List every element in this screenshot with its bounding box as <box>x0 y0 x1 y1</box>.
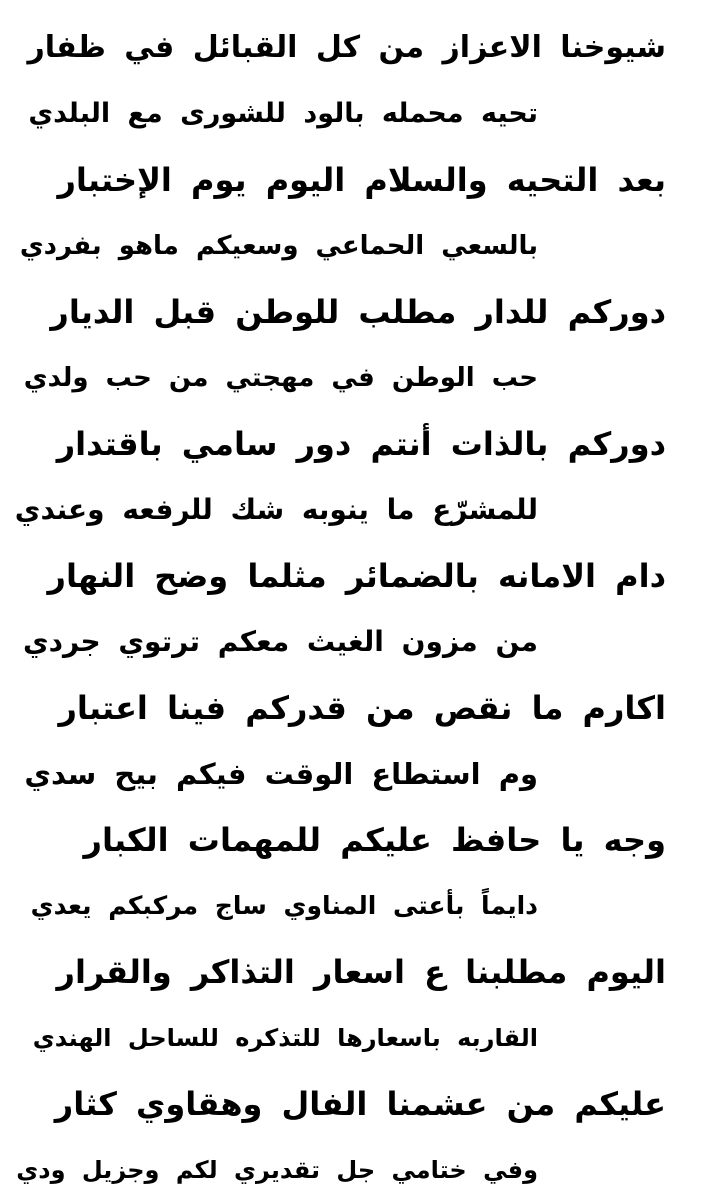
poem-line-9: دام الامانه بالضمائر مثلما وضح النهار <box>47 557 666 595</box>
poem-line-16: القاربه باسعارها للتذكره للساحل الهندي <box>32 1024 538 1052</box>
poem-line-18: وفي ختامي جل تقديري لكم وجزيل ودي <box>16 1156 538 1184</box>
poem-line-8: للمشرّع ما ينوبه شك للرفعه وعندي <box>14 493 538 526</box>
poem-line-15: اليوم مطلبنا ع اسعار التذاكر والقرار <box>56 953 666 991</box>
poem-line-17: عليكم من عشمنا الفال وهقاوي كثار <box>54 1085 666 1123</box>
poem-line-1: شيوخنا الاعزاز من كل القبائل في ظفار <box>27 30 666 65</box>
poem-line-14: دايماً بأعتى المناوي ساج مركبكم يعدي <box>30 891 538 920</box>
poem-line-6: حب الوطن في مهجتي من حب ولدي <box>23 363 538 393</box>
poem-line-3: بعد التحيه والسلام اليوم يوم الإختبار <box>57 161 666 199</box>
poem-line-12: وم استطاع الوقت فيكم بيح سدي <box>24 757 538 791</box>
poem-line-2: تحيه محمله بالود للشورى مع البلدي <box>28 98 538 129</box>
poem-line-11: اكارم ما نقص من قدركم فينا اعتبار <box>58 689 666 727</box>
poem-line-4: بالسعي الحماعي وسعيكم ماهو بفردي <box>19 231 538 261</box>
poem-line-10: من مزون الغيث معكم ترتوي جردي <box>23 625 538 658</box>
poem-line-5: دوركم للدار مطلب للوطن قبل الديار <box>50 293 666 331</box>
poem-line-7: دوركم بالذات أنتم دور سامي باقتدار <box>56 425 666 463</box>
poem-line-13: وجه يا حافظ عليكم للمهمات الكبار <box>83 821 666 859</box>
